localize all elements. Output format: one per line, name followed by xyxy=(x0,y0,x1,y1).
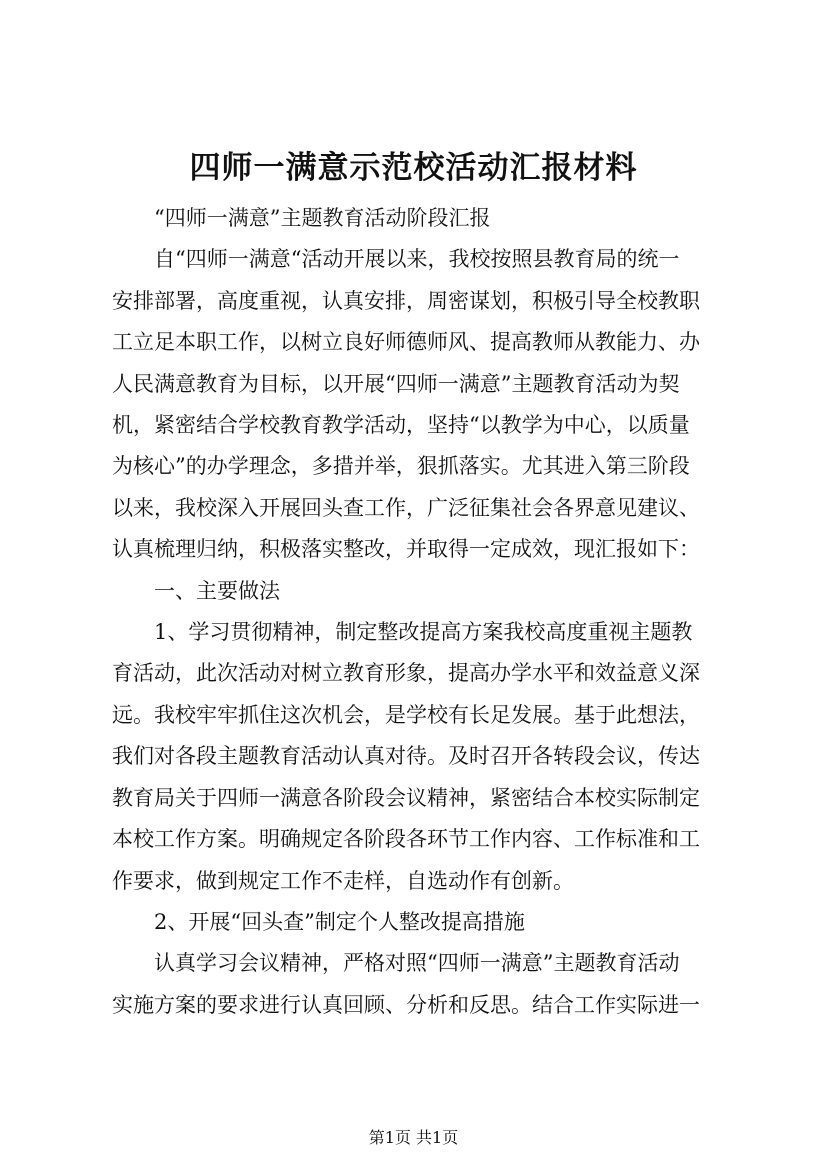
paragraph-item-2 xyxy=(112,943,740,1026)
text-line: 作要求，做到规定工作不走样，自选动作有创新。 xyxy=(112,868,574,893)
text-line: 机，紧密结合学校教育教学活动，坚持“以教学为中心，以质量 xyxy=(112,413,690,438)
text-line: 认真梳理归纳，积极落实整改，并取得一定成效，现汇报如下： xyxy=(112,537,700,562)
paragraph-subtitle xyxy=(112,198,740,239)
text-line: 人民满意教育为目标，以开展“四师一满意”主题教育活动为契 xyxy=(112,371,680,396)
paragraph-intro xyxy=(112,239,740,570)
text-line: “四师一满意”主题教育活动阶段汇报 xyxy=(154,206,491,230)
paragraph-item-2-heading xyxy=(112,902,740,943)
text-line: 育活动，此次活动对树立教育形象，提高办学水平和效益意义深 xyxy=(112,661,700,686)
text-line: 工立足本职工作，以树立良好师德师风、提高教师从教能力、办 xyxy=(112,330,700,355)
section-heading xyxy=(112,571,740,612)
text-line: 1、学习贯彻精神，制定整改提高方案我校高度重视主题教 xyxy=(154,620,693,645)
text-line: 我们对各段主题教育活动认真对待。及时召开各转段会议，传达 xyxy=(112,744,700,769)
text-line: 以来，我校深入开展回头查工作，广泛征集社会各界意见建议、 xyxy=(112,495,700,520)
text-line: 2、开展“回头查”制定个人整改提高措施 xyxy=(154,909,525,934)
paragraph-item-1 xyxy=(112,612,740,902)
text-line: 实施方案的要求进行认真回顾、分析和反思。结合工作实际进一 xyxy=(112,992,700,1017)
text-line: 认真学习会议精神，严格对照“四师一满意”主题教育活动 xyxy=(154,951,680,976)
document-body xyxy=(112,198,740,1026)
text-line: 为核心”的办学理念，多措并举，狠抓落实。尤其进入第三阶段 xyxy=(112,454,690,479)
text-line: 安排部署，高度重视，认真安排，周密谋划，积极引导全校教职 xyxy=(112,288,700,313)
text-line: 教育局关于四师一满意各阶段会议精神，紧密结合本校实际制定 xyxy=(112,785,700,810)
text-line: 本校工作方案。明确规定各阶段各环节工作内容、工作标准和工 xyxy=(112,827,700,852)
text-line: 自“四师一满意“活动开展以来，我校按照县教育局的统一 xyxy=(154,247,680,272)
text-line: 远。我校牢牢抓住这次机会，是学校有长足发展。基于此想法， xyxy=(112,702,700,727)
page-footer: 第1页 共1页 xyxy=(368,1128,459,1147)
document-title: 四师一满意示范校活动汇报材料 xyxy=(189,150,638,186)
text-line: 一、主要做法 xyxy=(154,578,280,603)
